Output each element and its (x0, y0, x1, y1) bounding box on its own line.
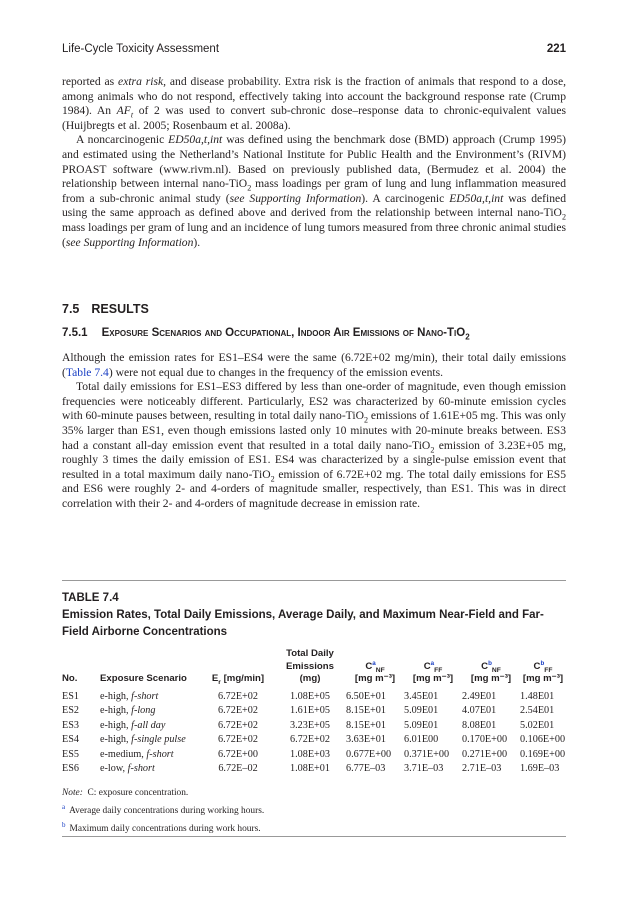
running-header (62, 43, 566, 55)
text-run: 2 (247, 183, 252, 193)
text-run: see Supporting Information (65, 235, 194, 249)
table-label: TABLE 7.4 (62, 592, 119, 604)
text-run: ED50a,t,int (449, 191, 504, 205)
cell-c-ff-a: 5.09E01 (404, 719, 439, 731)
col-scenario: Exposure Scenario (100, 673, 187, 684)
cell-c-ff-b: 0.106E+00 (520, 734, 566, 746)
footnote-b: $^b$ Maximum daily concentrations during work hours. (62, 821, 261, 835)
text-run: was defined using the benchmark dose (BMD) approach (Crump 1995) and estimated using the Netherland’s National Institute for Public Health and the Environment’s (RIVM) PROAST software (www.rivm.nl). Based on previously published data, (Bermudez et al. 2004) the relationship between internal nano-TiO (62, 133, 566, 191)
cell-scenario: e-high, f-long (100, 705, 156, 717)
text-run: reported as (62, 75, 119, 88)
col-no: No. (62, 673, 78, 684)
cell-emission-rate: 6.72E+02 (218, 690, 258, 702)
cell-emission-rate: 6.72E+00 (218, 748, 258, 760)
cell-c-ff-b: 1.48E01 (520, 690, 555, 702)
table-header-row (62, 648, 566, 690)
cell-c-nf-b: 2.49E01 (462, 690, 497, 702)
subsection-title-sub: 2 (465, 332, 470, 342)
text-run: mass loadings per gram of lung and an incidence of lung tumors measured from three chronic animal studies ( (62, 220, 566, 249)
cell-no: ES1 (62, 690, 79, 702)
cell-c-nf-a: 3.63E+01 (346, 734, 386, 746)
paragraph (62, 380, 566, 511)
cell-total-daily: 1.61E+05 (290, 705, 330, 717)
table-bottom-rule (62, 836, 566, 837)
text-run: 2 (561, 212, 566, 222)
section-title: RESULTS (91, 302, 149, 316)
cell-scenario: e-low, f-short (100, 763, 155, 775)
cell-emission-rate: 6.72E+02 (218, 705, 258, 717)
subsection-heading (62, 327, 470, 342)
table-row (62, 704, 566, 719)
col-c-nf-b: $C^b_{NF}$ [mg m⁻³] (470, 659, 512, 684)
text-run: ). (193, 235, 201, 249)
cell-c-ff-b: 0.169E+00 (520, 748, 566, 760)
cell-no: ES6 (62, 763, 79, 775)
table-row (62, 748, 566, 763)
cell-c-nf-b: 0.271E+00 (462, 748, 508, 760)
paragraph (62, 351, 566, 380)
cell-scenario: e-high, f-single pulse (100, 734, 186, 746)
cell-c-nf-b: 0.170E+00 (462, 734, 508, 746)
text-run: was defined using the same approach as defined above and derived from the relationship between internal nano-TiO (62, 191, 566, 220)
table-link[interactable]: Table 7.4 (65, 365, 109, 379)
intro-text (62, 75, 566, 250)
table-row (62, 733, 566, 748)
text-run: A noncarcinogenic (76, 133, 169, 147)
col-c-ff-b: $C^b_{FF}$ [mg m⁻³] (522, 659, 564, 684)
text-run: t (130, 110, 134, 120)
cell-c-ff-a: 3.71E–03 (404, 763, 444, 775)
cell-total-daily: 6.72E+02 (290, 734, 330, 746)
text-run: emissions of 1.61E+05 mg. This was only 35% larger than ES1, even though emissions lasted only 10 minutes with 20-minute breaks between. ES3 had a constant all-day emission event that resulted in a total daily nano-TiO (62, 409, 566, 452)
text-run: , and disease probability. Extra risk is the fraction of animals that respond to a dose, among animals who do not respond, effectively taking into account the background response rate (Crump 1984). An (62, 75, 566, 118)
cell-total-daily: 1.08E+03 (290, 748, 330, 760)
text-run: 2 (363, 415, 369, 425)
cell-c-ff-a: 0.371E+00 (404, 748, 450, 760)
cell-c-ff-b: 1.69E–03 (520, 763, 560, 775)
results-text (62, 351, 566, 512)
subsection-title: Exposure Scenarios and Occupational, Indoor Air Emissions of Nano-TiO (101, 327, 466, 339)
text-run: of 2 was used to convert sub-chronic dose–response data to chronic-equivalent values (Huijbregts et al. 2005; Rosenbaum et al. 2008a). (62, 104, 566, 132)
table-notes (62, 786, 264, 836)
text-run: see Supporting Information (229, 191, 362, 205)
text-run: ). A carcinogenic (361, 191, 450, 205)
col-c-ff-a: $C^a_{FF}$ [mg m⁻³] (412, 659, 454, 684)
table-top-rule (62, 580, 566, 581)
cell-no: ES4 (62, 734, 79, 746)
cell-total-daily: 1.08E+05 (290, 690, 330, 702)
running-title: Life-Cycle Toxicity Assessment (62, 43, 220, 55)
text-run: ) were not equal due to changes in the frequency of the emission events. (108, 365, 444, 379)
cell-c-ff-a: 3.45E01 (404, 690, 439, 702)
cell-c-nf-a: 6.77E–03 (346, 763, 386, 775)
text-run: Total daily emissions for ES1–ES3 differed by less than one-order of magnitude, even though emission frequencies were noticeably different. Particularly, ES2 was characterized by 60-minute emission cycles with 60-minute pauses between, resulting in total daily nano-TiO (62, 380, 566, 423)
cell-c-nf-a: 6.50E+01 (346, 690, 386, 702)
subsection-number: 7.5.1 (62, 327, 88, 339)
note: Note: C: exposure concentration. (62, 788, 189, 798)
table-title: Emission Rates, Total Daily Emissions, Average Daily, and Maximum Near-Field and Far-Field Airborne Concentrations (62, 609, 544, 638)
footnote-a: $^a$ Average daily concentrations during working hours. (62, 803, 265, 817)
cell-c-nf-a: 0.677E+00 (346, 748, 392, 760)
emission-table (62, 648, 566, 777)
col-emission-rate: $E_r$ [mg/min] (211, 673, 265, 686)
section-heading (62, 302, 149, 316)
paragraph (62, 133, 566, 250)
table-row (62, 690, 566, 705)
page-number: 221 (546, 43, 566, 55)
cell-emission-rate: 6.72E+02 (218, 719, 258, 731)
cell-c-ff-a: 6.01E00 (404, 734, 439, 746)
text-run: Although the emission rates for ES1–ES4 were the same (6.72E+02 mg/min), their total daily emissions ( (62, 351, 566, 379)
table-row (62, 762, 566, 777)
cell-c-nf-a: 8.15E+01 (346, 719, 386, 731)
cell-no: ES2 (62, 705, 79, 717)
text-run: ED50a,t,int (168, 133, 223, 147)
cell-c-nf-b: 4.07E01 (462, 705, 497, 717)
cell-c-nf-b: 8.08E01 (462, 719, 497, 731)
cell-emission-rate: 6.72E–02 (218, 763, 258, 775)
cell-scenario: e-high, f-all day (100, 719, 166, 731)
cell-c-nf-b: 2.71E–03 (462, 763, 502, 775)
text-run: 2 (430, 444, 435, 454)
cell-emission-rate: 6.72E+02 (218, 734, 258, 746)
text-run: extra risk (118, 75, 164, 88)
cell-scenario: e-high, f-short (100, 690, 159, 702)
text-run: AF (116, 104, 131, 118)
paragraph (62, 75, 566, 133)
cell-total-daily: 3.23E+05 (290, 719, 330, 731)
col-total-daily: Total Daily Emissions (mg) (286, 648, 334, 684)
cell-c-nf-a: 8.15E+01 (346, 705, 386, 717)
text-run: 2 (270, 474, 275, 484)
text-run: emission of 6.72E+02 mg. The total daily emissions for ES5 and ES6 were roughly 2- and 4-orders of magnitude smaller, respectively, than ES1. This was in direct correlation with their 2- and 4-orders of magnitude decrease in emission rate. (62, 467, 566, 510)
section-number: 7.5 (62, 302, 80, 316)
cell-c-ff-a: 5.09E01 (404, 705, 439, 717)
table-row (62, 719, 566, 734)
cell-scenario: e-medium, f-short (100, 748, 174, 760)
cell-total-daily: 1.08E+01 (290, 763, 330, 775)
text-run: mass loadings per gram of lung and lung inflammation measured from a sub-chronic animal study ( (62, 177, 566, 205)
cell-no: ES5 (62, 748, 79, 760)
text-run: emission of 3.23E+05 mg, roughly 3 times the daily emission of ES1. ES4 was characterized by a single-pulse emission event that resulted in a total maximum daily nano-TiO (62, 438, 566, 481)
cell-c-ff-b: 2.54E01 (520, 705, 555, 717)
cell-no: ES3 (62, 719, 79, 731)
cell-c-ff-b: 5.02E01 (520, 719, 555, 731)
col-c-nf-a: $C^a_{NF}$ [mg m⁻³] (354, 659, 396, 684)
